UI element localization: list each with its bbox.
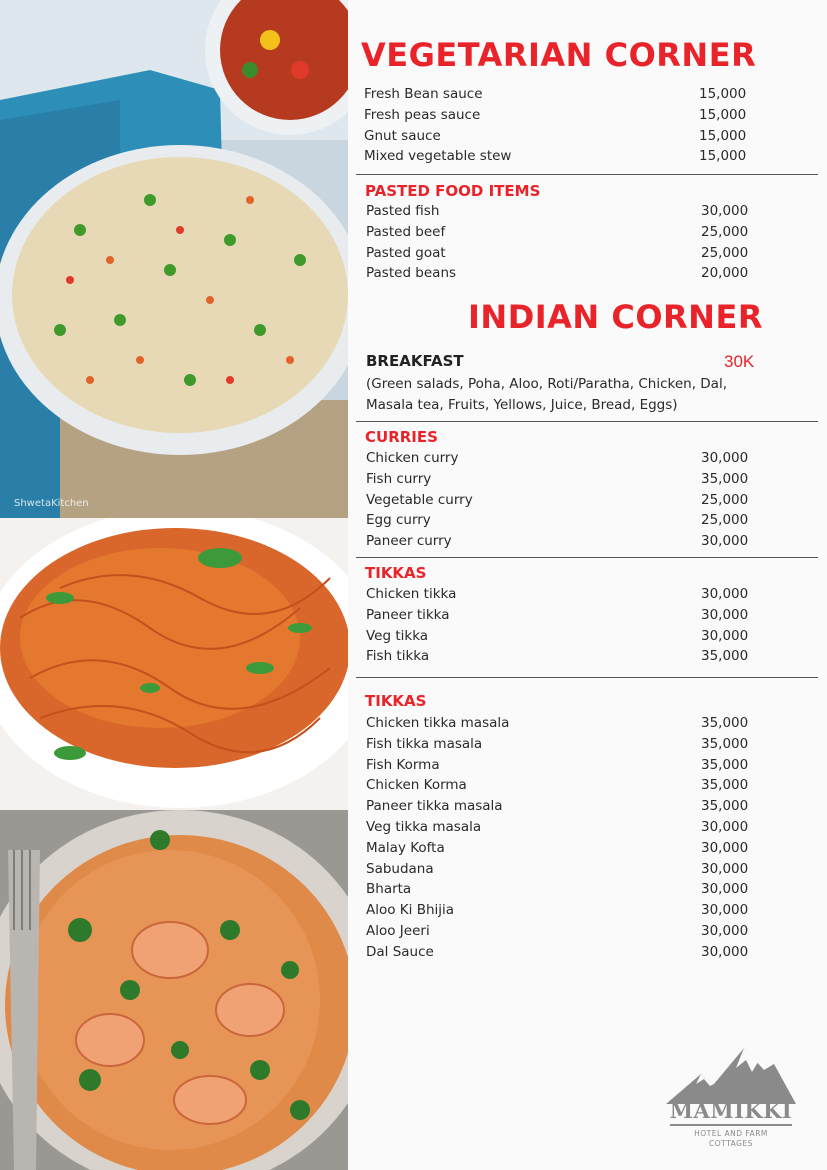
menu-item (366, 902, 827, 923)
divider (356, 557, 818, 558)
menu-item-name: Mixed vegetable stew (364, 148, 512, 165)
menu-item (366, 471, 827, 492)
tikkas-title: TIKKAS (365, 564, 427, 582)
menu-item (366, 265, 827, 286)
menu-item (366, 819, 827, 840)
menu-item (364, 128, 827, 149)
menu-item-price: 30,000 (701, 902, 749, 919)
menu-item-name: Malay Kofta (366, 839, 445, 856)
logo-tagline-1: HOTEL AND FARM (694, 1129, 768, 1138)
menu-item (366, 840, 827, 861)
menu-item-name: Paneer curry (366, 533, 452, 550)
photo-watermark: ShwetaKitchen (14, 498, 89, 509)
menu-item (366, 736, 827, 757)
menu-item-name: Fresh Bean sauce (364, 86, 483, 102)
mamikki-logo (666, 1046, 796, 1151)
breakfast-description: (Green salads, Poha, Aloo, Roti/Paratha, Chicken, Dal, Masala tea, Fruits, Yellows, Juice, Bread, Eggs) (366, 376, 727, 413)
menu-item (366, 533, 827, 554)
pasted-food-title: PASTED FOOD ITEMS (365, 182, 541, 200)
menu-item-name: Aloo Jeeri (366, 922, 430, 939)
menu-item-name: Bharta (366, 881, 412, 898)
menu-item-name: Sabudana (366, 860, 434, 877)
divider (356, 421, 818, 422)
menu-item-name: Fish Korma (366, 756, 440, 773)
menu-item-name: Gnut sauce (364, 127, 441, 144)
menu-column (356, 0, 827, 1170)
menu-item-price: 35,000 (701, 756, 749, 773)
menu-item-name: Pasted fish (366, 203, 440, 219)
breakfast-title: BREAKFAST (366, 352, 464, 370)
menu-item (366, 944, 827, 965)
menu-item (366, 450, 827, 471)
menu-item-price: 30,000 (701, 818, 749, 835)
menu-item-price: 35,000 (701, 798, 749, 815)
menu-item-price: 30,000 (701, 839, 749, 856)
menu-item (366, 512, 827, 533)
menu-item (364, 107, 827, 128)
menu-item (366, 777, 827, 798)
menu-item-price: 35,000 (701, 777, 749, 794)
menu-item (366, 923, 827, 944)
menu-item-price: 30,000 (701, 943, 749, 960)
menu-item-name: Pasted beans (366, 265, 457, 282)
menu-item-name: Paneer tikka masala (366, 798, 503, 815)
menu-item-price: 30,000 (701, 627, 749, 644)
menu-item-price: 25,000 (701, 223, 749, 240)
menu-item-price: 30,000 (701, 606, 749, 623)
menu-item (366, 586, 827, 607)
menu-item-price: 30,000 (701, 586, 749, 602)
menu-item (366, 757, 827, 778)
menu-item-price: 20,000 (701, 265, 749, 282)
menu-item-name: Pasted beef (366, 223, 446, 240)
risotto-photo (0, 810, 348, 1170)
menu-item (366, 628, 827, 649)
menu-item-name: Fish curry (366, 470, 432, 487)
menu-item (366, 245, 827, 266)
curries-list (366, 450, 827, 554)
curries-title: CURRIES (365, 428, 438, 446)
menu-item-price: 25,000 (701, 491, 749, 508)
divider (356, 174, 818, 175)
menu-item (366, 224, 827, 245)
noodles-photo (0, 518, 348, 810)
menu-item-price: 35,000 (701, 715, 749, 731)
menu-item-price: 35,000 (701, 735, 749, 752)
menu-item (366, 203, 827, 224)
menu-item-name: Fresh peas sauce (364, 106, 481, 123)
menu-item (364, 86, 827, 107)
menu-item (366, 607, 827, 628)
menu-item-name: Chicken curry (366, 450, 459, 466)
menu-item-name: Aloo Ki Bhijia (366, 902, 455, 919)
menu-item-name: Veg tikka (366, 627, 429, 644)
mountain-icon (666, 1046, 796, 1106)
menu-item-price: 30,000 (701, 881, 749, 898)
vegetarian-list (364, 86, 827, 169)
menu-item-price: 30,000 (701, 450, 749, 466)
tikkas-list (366, 586, 827, 669)
tikkas-masala-title: TIKKAS (365, 692, 427, 710)
tikkas-masala-list (366, 715, 827, 965)
pasted-food-list (366, 203, 827, 286)
menu-item-name: Pasted goat (366, 244, 446, 261)
logo-underline (670, 1124, 792, 1126)
menu-item-name: Veg tikka masala (366, 818, 482, 835)
menu-item-name: Vegetable curry (366, 491, 473, 508)
menu-item (366, 715, 827, 736)
menu-item (366, 861, 827, 882)
menu-item-price: 15,000 (699, 106, 747, 123)
menu-item-name: Chicken Korma (366, 777, 467, 794)
menu-item (366, 798, 827, 819)
menu-item-name: Paneer tikka (366, 606, 450, 623)
fried-rice-photo (0, 0, 348, 518)
menu-item-price: 15,000 (699, 148, 747, 165)
divider (356, 677, 818, 678)
menu-item-price: 30,000 (701, 533, 749, 550)
menu-item-name: Fish tikka (366, 648, 430, 665)
logo-name: MAMIKKI (669, 1098, 793, 1123)
menu-item-price: 15,000 (699, 86, 747, 102)
logo-tagline-2: COTTAGES (709, 1139, 753, 1148)
menu-item-price: 35,000 (701, 648, 749, 665)
photo-column (0, 0, 348, 1170)
menu-item-price: 30,000 (701, 922, 749, 939)
indian-corner-title: INDIAN CORNER (468, 298, 763, 336)
menu-item-price: 15,000 (699, 127, 747, 144)
menu-item-name: Dal Sauce (366, 943, 434, 960)
menu-item (366, 492, 827, 513)
menu-item-price: 35,000 (701, 470, 749, 487)
menu-item-name: Fish tikka masala (366, 735, 483, 752)
menu-item (366, 648, 827, 669)
menu-item-price: 25,000 (701, 244, 749, 261)
menu-item (366, 881, 827, 902)
breakfast-price: 30K (724, 352, 755, 371)
menu-item-price: 30,000 (701, 203, 749, 219)
menu-item-name: Egg curry (366, 512, 431, 529)
menu-item (364, 148, 827, 169)
menu-item-name: Chicken tikka (366, 586, 457, 602)
menu-item-price: 30,000 (701, 860, 749, 877)
menu-item-name: Chicken tikka masala (366, 715, 510, 731)
vegetarian-corner-title: VEGETARIAN CORNER (361, 36, 757, 74)
menu-item-price: 25,000 (701, 512, 749, 529)
